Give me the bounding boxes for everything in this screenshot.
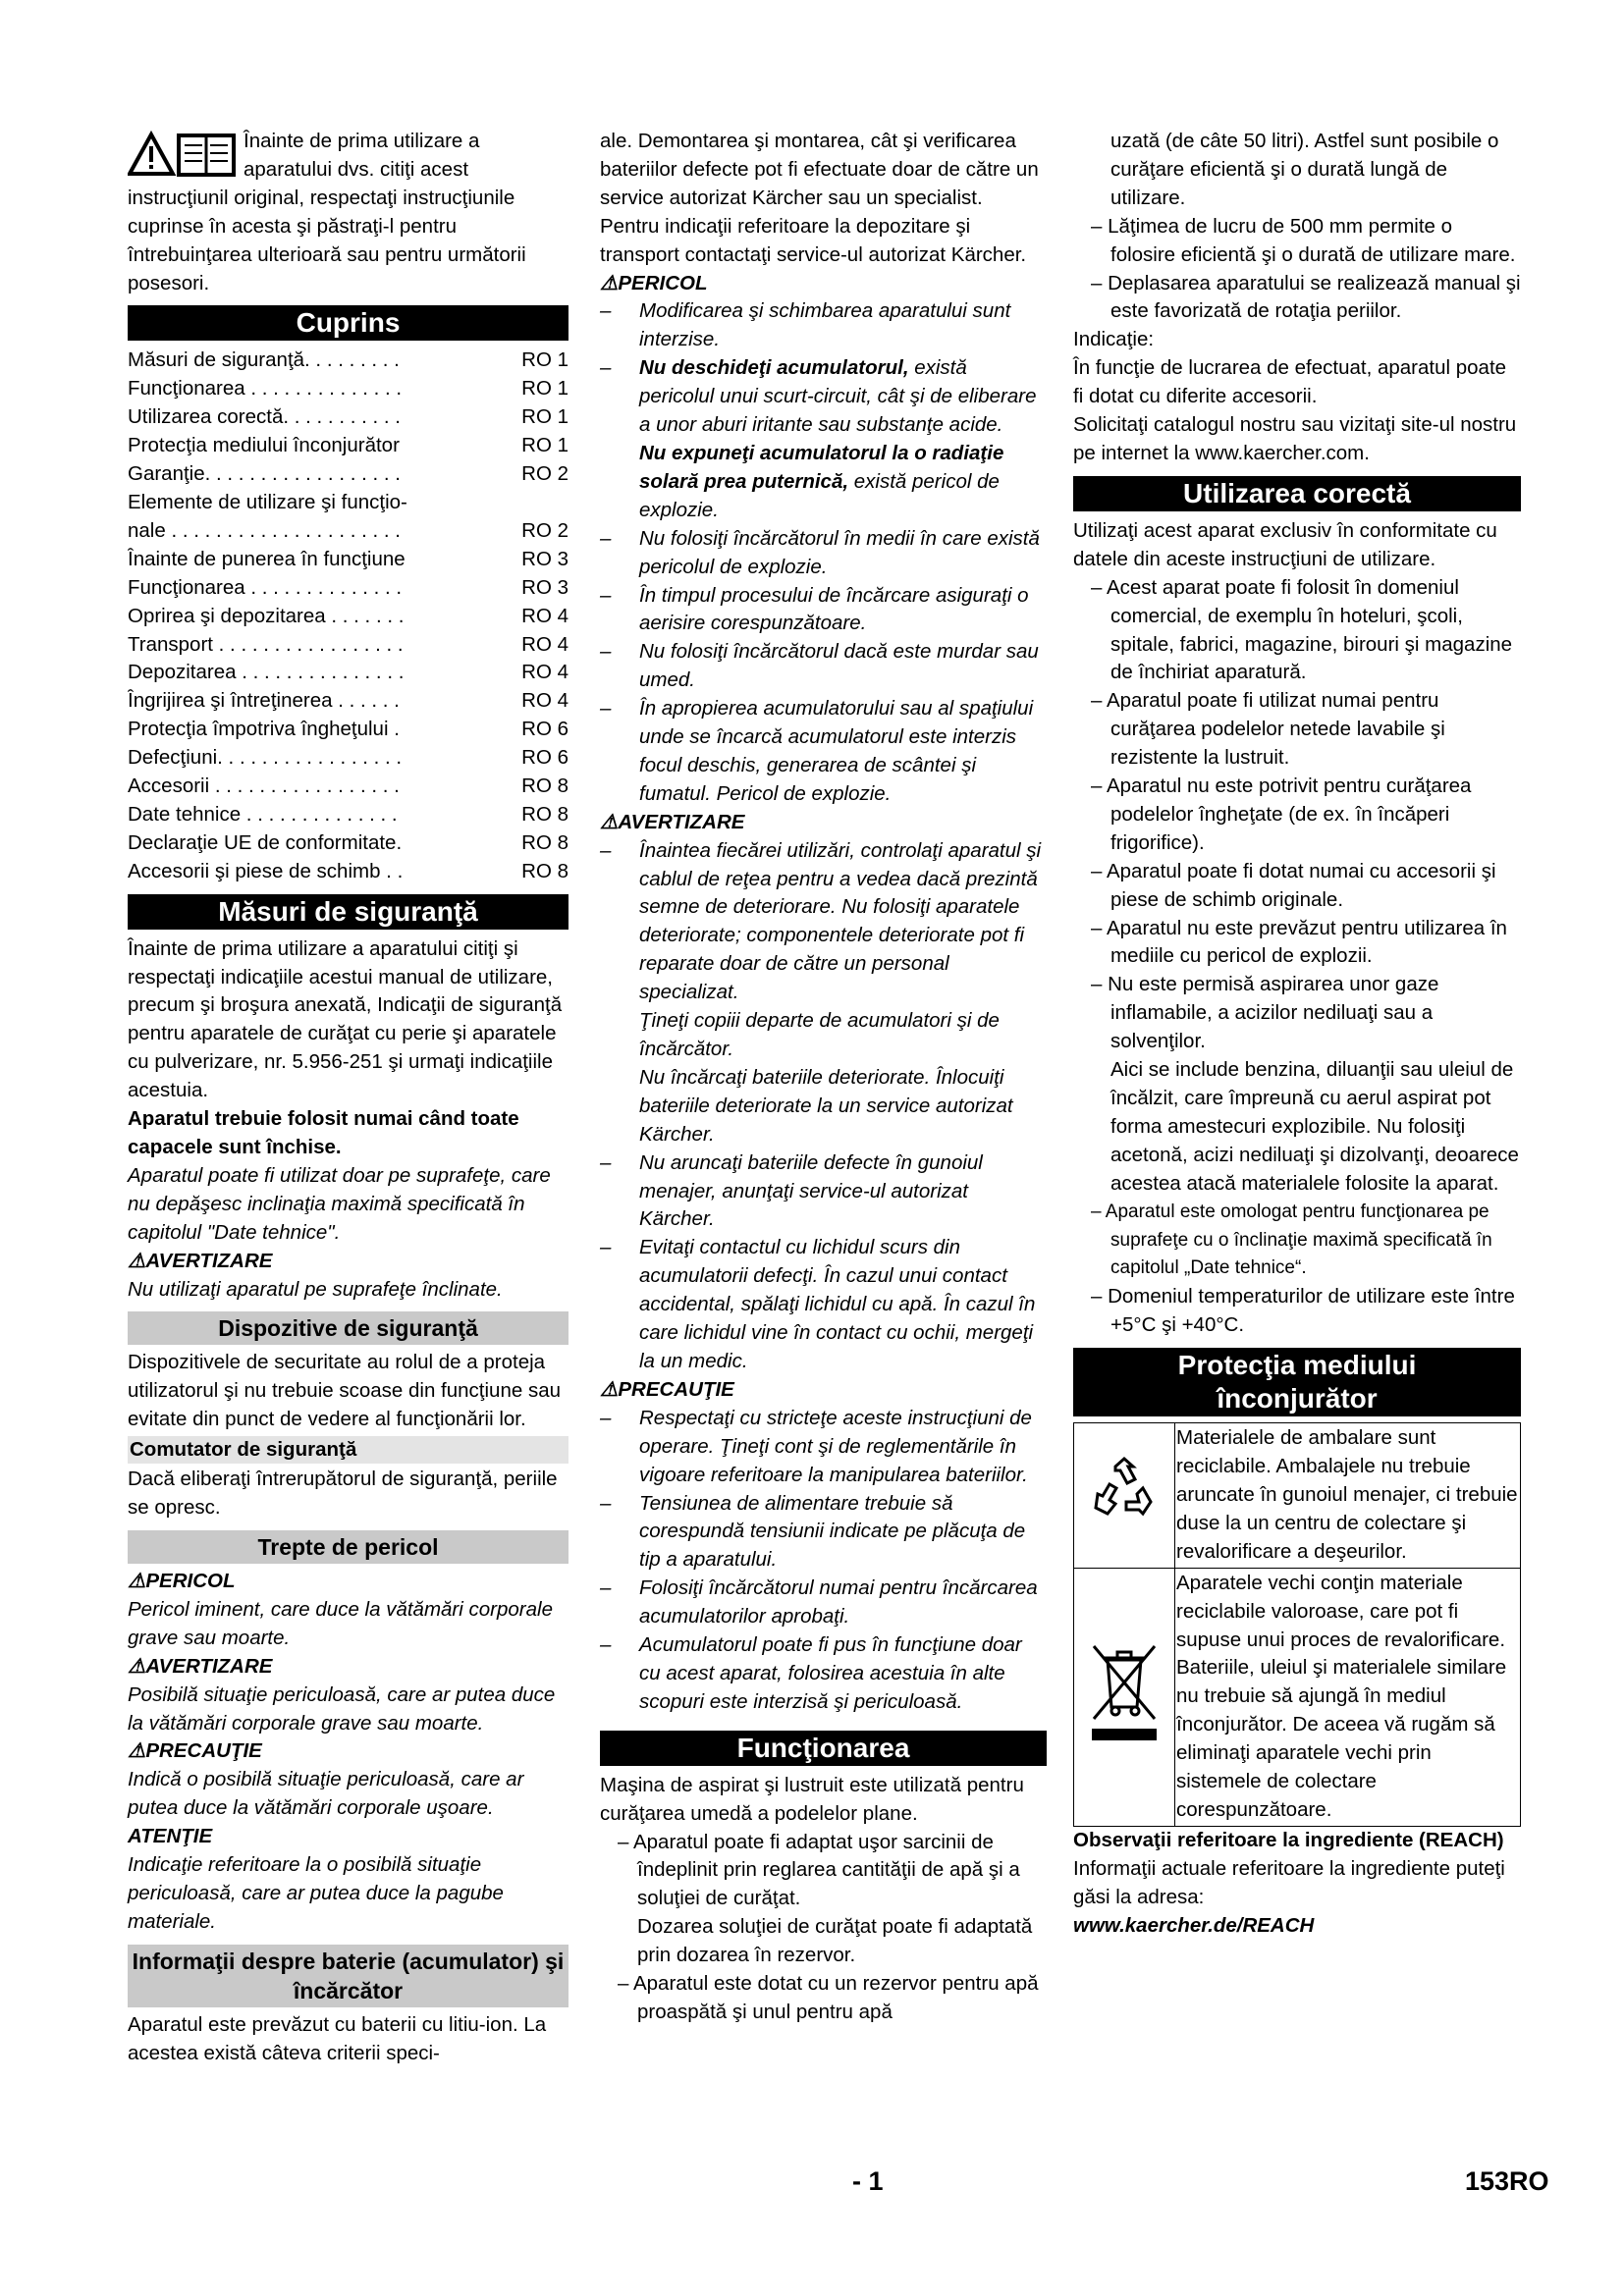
list-item: – Nu folosiţi încărcătorul dacă este murdar sau umed. [600, 640, 1039, 692]
use-item: – Aparatul este omologat pentru funcţionarea pe suprafeţe cu o înclinaţie maximă specificată în capitolul „Date tehnice“. [1091, 1201, 1492, 1279]
warning-manual-icon [128, 130, 238, 177]
use-item-sub: Aici se include benzina, diluanţii sau uleiul de încălzit, care împreună cu aerul aspirat pot forma amestecuri explozibile. Nu folosiţi acetonă, acizi nediluaţi şi dizolvanţi, deoarece acestea atacă materialele folosite la aparat. [1110, 1058, 1519, 1195]
safety-heading: Măsuri de siguranţă [128, 894, 568, 930]
list-item-sub: Nu expuneţi acumulatorul la o radiaţie solară prea puternică, există pericol de explozie. [639, 441, 1004, 521]
intro-text: Înainte de prima utilizare a aparatului dvs. citiţi acest instrucţiunil original, respectaţi instrucţiunile cuprinse în acesta şi păstraţi-l pentru întrebuinţarea ulterioară sau pentru următorii posesori. [128, 130, 526, 294]
toc-heading: Cuprins [128, 305, 568, 341]
column-3 [1073, 128, 1521, 1940]
list-item: – Tensiunea de alimentare trebuie să corespundă tensiunii indicate pe plăcuţa de tip a aparatului. [600, 1491, 1026, 1572]
list-item: – În apropierea acumulatorului sau al spaţiului unde se încarcă acumulatorul este interzis focul deschis, generarea de scântei şi fumatul. Pericol de explozie. [600, 697, 1034, 805]
reach-heading: Observaţii referitoare la ingrediente (REACH) [1073, 1828, 1504, 1851]
toc-list [128, 347, 568, 885]
safety-switch-text: Dacă eliberaţi întrerupătorul de siguranţă, periile se opresc. [128, 1468, 558, 1520]
toc-item[interactable]: Măsuri de siguranţă. . . . . . . . . RO 1 [128, 348, 568, 372]
toc-item[interactable]: Utilizarea corectă. . . . . . . . . . . RO 1 [128, 405, 568, 429]
toc-item[interactable]: Date tehnice . . . . . . . . . . . . . . RO 8 [128, 802, 568, 826]
list-item-sub: Nu încărcaţi bateriile deteriorate. Înlocuiţi bateriile deteriorate la un service autorizat Kärcher. [639, 1065, 1013, 1146]
toc-item[interactable]: Garanţie. . . . . . . . . . . . . . . . . . RO 2 [128, 462, 568, 486]
correct-use-heading: Utilizarea corectă [1073, 476, 1521, 511]
crossed-bin-icon [1086, 1638, 1163, 1746]
toc-item[interactable]: Îngrijirea şi întreţinerea . . . . . . RO 4 [128, 689, 568, 713]
safety-text: Înainte de prima utilizare a aparatului citiţi şi respectaţi indicaţiile acestui manual de utilizare, precum şi broşura anexată, Indicaţii de siguranţă pentru aparatele de curăţat cu perie şi aparatele cu pulverizare, nr. 5.956-251 şi urmaţi indicaţiile acestuia. [128, 936, 563, 1102]
column-1 [128, 128, 568, 2068]
danger-text: Pericol iminent, care duce la vătămări corporale grave sau moarte. [128, 1597, 553, 1649]
list-item: – Nu aruncaţi bateriile defecte în gunoiul menajer, anunţaţi service-ul autorizat Kärcher. [600, 1150, 983, 1231]
use-item: – Aparatul nu este prevăzut pentru utilizarea în mediile cu pericol de explozii. [1091, 916, 1507, 968]
toc-item[interactable]: Accesorii şi piese de schimb . . RO 8 [128, 859, 568, 882]
battery-continued-text: ale. Demontarea şi montarea, cât şi verificarea bateriilor defecte pot fi efectuate doar de către un service autorizat Kärcher sau un specialist. [600, 130, 1039, 209]
warning-text: Nu utilizaţi aparatul pe suprafeţe înclinate. [128, 1277, 503, 1301]
toc-item[interactable]: nale . . . . . . . . . . . . . . . . . . . . . RO 2 [128, 518, 568, 542]
attention-label: ATENŢIE [128, 1825, 213, 1848]
function-item: – Aparatul poate fi adaptat uşor sarcinii de îndeplinit prin reglarea cantităţii de apă şi a soluţiei de curăţat. [618, 1830, 1020, 1910]
toc-item[interactable]: Protecţia împotriva îngheţului . RO 6 [128, 718, 568, 741]
safety-switch-heading: Comutator de siguranţă [128, 1436, 568, 1464]
page-number: - 1 [852, 2166, 884, 2196]
use-item: – Domeniul temperaturilor de utilizare este între +5°C şi +40°C. [1091, 1285, 1515, 1337]
list-item: – Acumulatorul poate fi pus în funcţiune doar cu acest aparat, folosirea acestuia în alte scopuri este interzisă şi periculoasă. [600, 1633, 1022, 1713]
use-item: – Aparatul poate fi dotat numai cu accesorii şi piese de schimb originale. [1091, 859, 1496, 911]
list-item: – Înaintea fiecărei utilizări, controlaţi aparatul şi cablul de reţea pentru a vedea dacă prezintă semne de deteriorare. Nu folosiţi aparatele deteriorate; componentele deteriorate pot fi reparate doar de către un personal specializat. [600, 838, 1042, 1004]
function-heading: Funcţionarea [600, 1731, 1047, 1766]
toc-item[interactable]: Înainte de punerea în funcţiune RO 3 [128, 547, 568, 570]
list-item: – Nu folosiţi încărcătorul în medii în care există pericolul de explozie. [600, 526, 1040, 578]
danger-label: ⚠PERICOL [600, 271, 708, 294]
warning-label: ⚠AVERTIZARE [600, 810, 745, 833]
warning-level-label: ⚠AVERTIZARE [128, 1654, 273, 1678]
toc-item[interactable]: Declaraţie UE de conformitate. RO 8 [128, 830, 568, 854]
function-item: – Aparatul este dotat cu un rezervor pentru apă proaspătă şi unul pentru apă [618, 1972, 1039, 2023]
note-label: Indicaţie: [1073, 328, 1155, 351]
toc-item[interactable]: Defecţiuni. . . . . . . . . . . . . . . . . RO 6 [128, 746, 568, 770]
list-item: – Respectaţi cu stricteţe aceste instrucţiuni de operare. Ţineţi cont şi de reglementările în vigoare referitoare la manipularea bateriilor. [600, 1406, 1032, 1486]
table-row [1074, 1568, 1521, 1826]
reach-text: Informaţii actuale referitoare la ingrediente puteţi găsi la adresa: [1073, 1856, 1505, 1908]
page-code: 153RO [1465, 2166, 1549, 2196]
list-item: – Modificarea şi schimbarea aparatului sunt interzise. [600, 299, 1011, 351]
note-text: În funcţie de lucrarea de efectuat, aparatul poate fi dotat cu diferite accesorii. [1073, 356, 1507, 408]
environment-heading: Protecţia mediului înconjurător [1073, 1348, 1521, 1416]
intro-block [128, 128, 568, 297]
table-row [1074, 1423, 1521, 1569]
use-item: – Aparatul poate fi utilizat numai pentru curăţarea podelelor netede lavabile şi rezistente la lustruit. [1091, 689, 1445, 770]
reach-link[interactable]: www.kaercher.de/REACH [1073, 1913, 1315, 1937]
list-item: – Nu deschideţi acumulatorul, există pericolul unui scurt-circuit, cât şi de eliberare a unor aburi iritante sau substanţe acide. [600, 356, 1037, 437]
environment-text-old-devices: Aparatele vechi conţin materiale reciclabile valoroase, care pot fi supuse unui proces de revalorificare. Bateriile, uleiul şi materialele similare nu trebuie să ajungă în mediul înconjurător. De aceea vă rugăm să eliminaţi aparatele vechi prin sistemele de colectare corespunzătoare. [1175, 1568, 1521, 1826]
recycle-icon-cell [1074, 1423, 1175, 1569]
function-item: – Deplasarea aparatului se realizează manual şi este favorizată de rotaţia periilor. [1091, 271, 1521, 323]
safety-bold-note: Aparatul trebuie folosit numai când toate capacele sunt închise. [128, 1107, 519, 1158]
function-continued-text: uzată (de câte 50 litri). Astfel sunt posibile o curăţare eficientă şi o durată lungă de utilizare. [1110, 130, 1499, 209]
column-2 [600, 128, 1047, 2027]
environment-table [1073, 1422, 1521, 1827]
function-item: – Lăţimea de lucru de 500 mm permite o folosire eficientă şi o durată de utilizare mare. [1091, 214, 1516, 266]
battery-info-heading: Informaţii despre baterie (acumulator) şi încărcător [128, 1945, 568, 2007]
attention-text: Indicaţie referitoare la o posibilă situaţie periculoasă, care ar putea duce la pagube materiale. [128, 1853, 504, 1933]
safety-italic-note: Aparatul poate fi utilizat doar pe suprafeţe, care nu depăşesc inclinaţia maximă specificată în capitolul "Date tehnice". [128, 1163, 551, 1244]
danger-label: ⚠PERICOL [128, 1569, 236, 1592]
storage-note: Pentru indicaţii referitoare la depozitare şi transport contactaţi service-ul autorizat Kärcher. [600, 214, 1027, 266]
caution-label: ⚠PRECAUŢIE [600, 1377, 734, 1401]
warning-label: ⚠AVERTIZARE [128, 1249, 273, 1272]
safety-devices-text: Dispozitivele de securitate au rolul de a proteja utilizatorul şi nu trebuie scoase din funcţiune sau evitate din punct de vedere al funcţionării lor. [128, 1351, 562, 1431]
environment-text-packaging: Materialele de ambalare sunt reciclabile. Ambalajele nu trebuie aruncate în gunoiul menajer, ci trebuie duse la un centru de colectare şi revalorificare a deşeurilor. [1175, 1423, 1521, 1569]
safety-devices-heading: Dispozitive de siguranţă [128, 1311, 568, 1345]
toc-item[interactable]: Transport . . . . . . . . . . . . . . . . . RO 4 [128, 632, 568, 656]
battery-info-text: Aparatul este prevăzut cu baterii cu litiu-ion. La acestea există câteva criterii speci- [128, 2012, 547, 2064]
warning-level-text: Posibilă situaţie periculoasă, care ar putea duce la vătămări corporale grave sau moarte. [128, 1682, 556, 1735]
use-item: – Nu este permisă aspirarea unor gaze inflamabile, a acizilor nediluaţi sau a solvenţilor. [1091, 973, 1439, 1053]
toc-item[interactable]: Oprirea şi depozitarea . . . . . . . RO 4 [128, 604, 568, 627]
function-item-sub: Dozarea soluţiei de curăţat poate fi adaptată prin dozarea în rezervor. [637, 1915, 1033, 1967]
caution-text: Indică o posibilă situaţie periculoasă, care ar putea duce la vătămări corporale uşoare. [128, 1768, 524, 1820]
use-item: – Aparatul nu este potrivit pentru curăţarea podelelor îngheţate (de ex. în încăperi frigorifice). [1091, 774, 1472, 854]
toc-item[interactable]: Protecţia mediului înconjurător RO 1 [128, 434, 568, 457]
note-text-2: Solicitaţi catalogul nostru sau vizitaţi site-ul nostru pe internet la www.kaercher.com. [1073, 413, 1517, 464]
toc-item[interactable]: Elemente de utilizare şi funcţio- [128, 490, 407, 513]
list-item: – În timpul procesului de încărcare asiguraţi o aerisire corespunzătoare. [600, 583, 1029, 635]
list-item: – Folosiţi încărcătorul numai pentru încărcarea acumulatorilor aprobaţi. [600, 1576, 1038, 1629]
weee-icon-cell [1074, 1568, 1175, 1826]
recycle-icon [1086, 1453, 1163, 1529]
danger-levels-heading: Trepte de pericol [128, 1530, 568, 1564]
toc-item[interactable]: Depozitarea . . . . . . . . . . . . . . . RO 4 [128, 661, 568, 684]
function-text: Maşina de aspirat şi lustruit este utilizată pentru curăţarea umedă a podelelor plane. [600, 1773, 1024, 1825]
caution-label: ⚠PRECAUŢIE [128, 1739, 262, 1763]
list-item-sub: Ţineţi copiii departe de acumulatori şi de încărcător. [639, 1009, 1000, 1060]
correct-use-text: Utilizaţi acest aparat exclusiv în conformitate cu datele din aceste instrucţiuni de utilizare. [1073, 518, 1497, 570]
list-item: – Evitaţi contactul cu lichidul scurs din acumulatorii defecţi. În cazul unui contact accidental, spălaţi lichidul cu apă. În cazul în care lichidul vine în contact cu ochii, mergeţi la un medic. [600, 1236, 1036, 1372]
toc-item[interactable]: Accesorii . . . . . . . . . . . . . . . . . RO 8 [128, 774, 568, 798]
use-item: – Acest aparat poate fi folosit în domeniul comercial, de exemplu în hoteluri, şcoli, spitale, fabrici, magazine, birouri şi magazine de închiriat aparatură. [1091, 575, 1513, 684]
toc-item[interactable]: Funcţionarea . . . . . . . . . . . . . . RO 3 [128, 575, 568, 599]
toc-item[interactable]: Funcţionarea . . . . . . . . . . . . . . RO 1 [128, 377, 568, 400]
